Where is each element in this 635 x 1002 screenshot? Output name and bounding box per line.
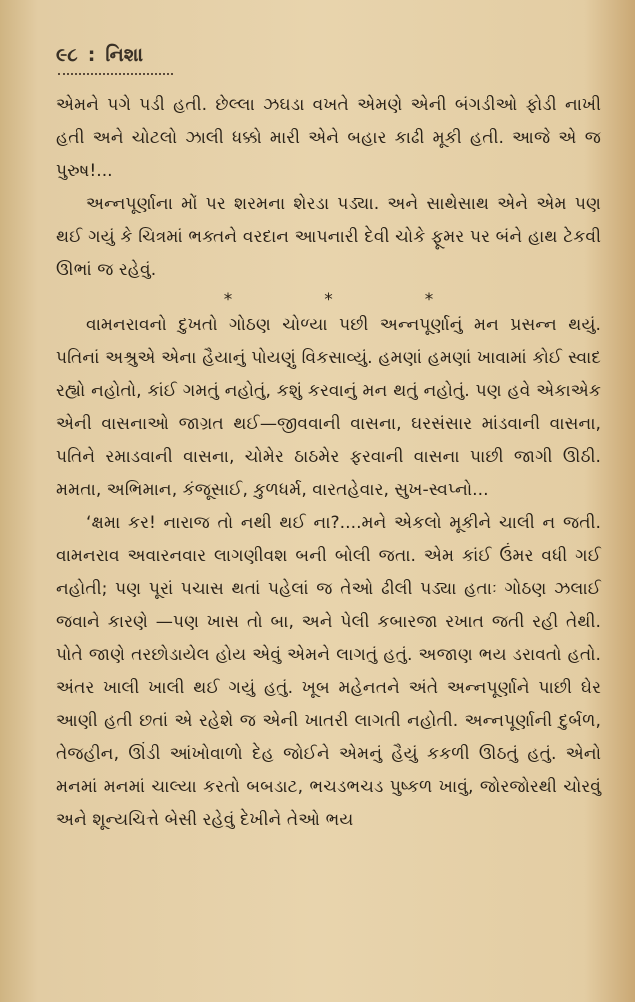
paragraph: અન્નપૂર્ણાના મોં પર શરમના શેરડા પડ્યા. અને સાથેસાથ એને એમ પણ થઈ ગયું કે ચિત્રમાં ભક્તને વરદાન આપનારી દેવી ચોકે ફૂમર પર બંને હાથ ટેકવી ઊભાં જ રહેવું. bbox=[56, 194, 601, 280]
header-separator: : bbox=[87, 44, 96, 66]
paragraph: વામનરાવનો દુખતો ગોઠણ ચોળ્યા પછી અન્નપૂર્ણાનું મન પ્રસન્ન થયું. પતિનાં અશ્રુએ એના હૈયાનું પોયણું વિકસાવ્યું. હમણાં હમણાં ખાવામાં કોઈ સ્વાદ રહ્યો નહોતો, કાંઈ ગમતું નહોતું, કશું કરવાનું મન થતું નહોતું. પણ હવે એકાએક એની વાસનાઓ જાગ્રત થઈ—જીવવાની વાસના, ઘરસંસાર માંડવાની વાસના, પતિને રમાડવાની વાસના, ચોમેર ઠાઠમેર ફરવાની વાસના પાછી જાગી ઊઠી. મમતા, અભિમાન, કંજૂસાઈ, કુળધર્મ, વારતહેવાર, સુખ-સ્વપ્નો... bbox=[56, 315, 601, 500]
paragraph-continued: એમને પગે પડી હતી. છેલ્લા ઝઘડા વખતે એમણે એની બંગડીઓ ફોડી નાખી હતી અને ચોટલો ઝાલી ધક્કો મારી એને બહાર કાઢી મૂકી હતી. આજે એ જ પુરુષ!... bbox=[56, 95, 601, 181]
header-underline bbox=[58, 68, 173, 75]
section-break-star: * bbox=[223, 290, 233, 310]
section-break-star: * bbox=[424, 290, 434, 310]
running-header bbox=[56, 44, 601, 66]
page-number: ૯૮ bbox=[56, 44, 78, 66]
page-body bbox=[56, 89, 601, 837]
paragraph: ‘ક્ષમા કર! નારાજ તો નથી થઈ ના?....મને એકલો મૂકીને ચાલી ન જતી. વામનરાવ અવારનવાર લાગણીવશ બની બોલી જતા. એમ કાંઈ ઉંમર વધી ગઈ નહોતી; પણ પૂરાં પચાસ થતાં પહેલાં જ તેઓ ઢીલી પડ્યા હતાઃ ગોઠણ ઝલાઈ જવાને કારણે —પણ ખાસ તો બા, અને પેલી કબારજા રખાત જતી રહી તેથી. પોતે જાણે તરછોડાયેલ હોય એવું એમને લાગતું હતું. અજાણ ભય ડરાવતો હતો. અંતર ખાલી ખાલી થઈ ગયું હતું. ખૂબ મહેનતને અંતે અન્નપૂર્ણાને પાછી ઘેર આણી હતી છતાં એ રહેશે જ એની ખાતરી લાગતી નહોતી. અન્નપૂર્ણાની દુર્બળ, તેજહીન, ઊંડી આંખોવાળો દેહ જોઈને એમનું હૈયું કકળી ઊઠતું હતું. એનો મનમાં મનમાં ચાલ્યા કરતો બબડાટ, ભચડભચડ પુષ્કળ ખાવું, જોરજોરથી ચોરવું અને શૂન્યચિત્તે બેસી રહેવું દેખીને તેઓ ભય bbox=[56, 513, 601, 830]
section-break bbox=[56, 289, 601, 311]
section-break-star: * bbox=[324, 290, 333, 310]
book-title: નિશા bbox=[105, 44, 144, 66]
